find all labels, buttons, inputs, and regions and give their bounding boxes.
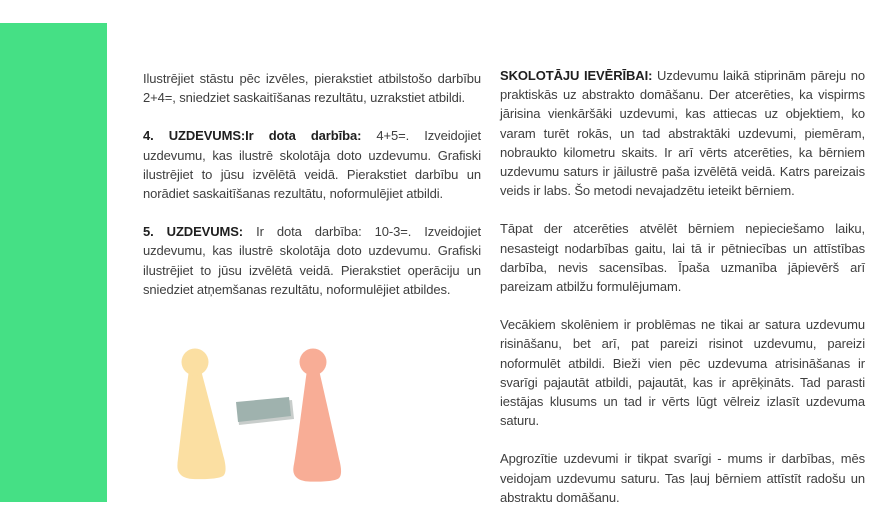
task-5-text: Ir dota darbība: 10-3=. Izveidojiet uzdevumu, kas ilustrē skolotāja doto uzdevumu. Grafiski ilustrējiet to jūsu izvēlētā veidā. Pierakstiet operāciju un sniedziet atņemšanas rezultātu, noformulējiet atbildes. — [143, 224, 482, 297]
teachers-note-paragraph — [500, 66, 865, 200]
green-accent-bar — [0, 23, 107, 502]
pawns-illustration — [168, 338, 363, 490]
task-5-paragraph — [143, 222, 481, 299]
note-paragraph-2-text: Tāpat der atcerēties atvēlēt bērniem nepieciešamo laiku, nesasteigt nodarbības gaitu, lai tā ir pētniecības un attīstības darbība, nevis sacensības. Īpaša uzmanība jāpievērš arī pareizam atbilžu formulējumam. — [500, 221, 865, 295]
teachers-note-label: SKOLOTĀJU IEVĒRĪBAI: — [500, 68, 653, 83]
intro-paragraph — [143, 69, 481, 107]
minus-block-icon — [236, 397, 294, 425]
task-5-label: 5. UZDEVUMS: — [143, 224, 244, 240]
pink-pawn-icon — [293, 349, 341, 482]
left-text-column — [143, 69, 481, 318]
note-paragraph-3-text: Vecākiem skolēniem ir problēmas ne tikai ar satura uzdevumu risināšanu, bet arī, pat pareizi risinot uzdevumu, pareizi noformulēt atbildi. Bieži vien pēc uzdevuma atrisināšanas ir svarīgi pajautāt atbildi, pajautāt, kas ir aprēķināts. Tad parasti iestājas klusums un tad ir vērts lūgt vēlreiz izlasīt uzdevuma saturu. — [500, 317, 865, 429]
note-paragraph-4 — [500, 449, 865, 507]
intro-text: Ilustrējiet stāstu pēc izvēles, pierakstiet atbilstošo darbību 2+4=, sniedziet saskaitīšanas rezultātu, uzrakstiet atbildi. — [143, 71, 481, 106]
note-paragraph-3 — [500, 315, 865, 430]
task-4-label: 4. UZDEVUMS:Ir dota darbība: — [143, 128, 362, 144]
note-paragraph-4-text: Apgrozītie uzdevumi ir tikpat svarīgi - mums ir darbības, mēs veidojam uzdevumu saturu. Tas ļauj bērniem attīstīt radošu un abstraktu domāšanu. — [500, 451, 865, 505]
teachers-note-text: Uzdevumu laikā stiprinām pāreju no praktiskās uz abstrakto domāšanu. Der atcerēties, ka vispirms jārisina vienkāršāki uzdevumi, kas attiecas uz objektiem, ko varam turēt rokās, un tad abstraktāki uzdevumi, piemēram, nobraukto kilometru skaits. Ir arī vērts atcerēties, ka bērniem uzdevumu saturs ir jāilustrē paša izvēlētā veidā. Katrs pareizais veids ir labs. Šo metodi nevajadzētu ieteikt bērniem. — [500, 68, 865, 199]
task-4-text: 4+5=. Izveidojiet uzdevumu, kas ilustrē skolotāja doto uzdevumu. Grafiski ilustrējiet to jūsu izvēlētā veidā. Pierakstiet darbību un norādiet saskaitīšanas rezultātu, noformulējiet atbildi. — [143, 128, 481, 202]
right-text-column — [500, 66, 865, 526]
yellow-pawn-icon — [177, 349, 225, 480]
task-4-paragraph — [143, 126, 481, 203]
note-paragraph-2 — [500, 219, 865, 296]
